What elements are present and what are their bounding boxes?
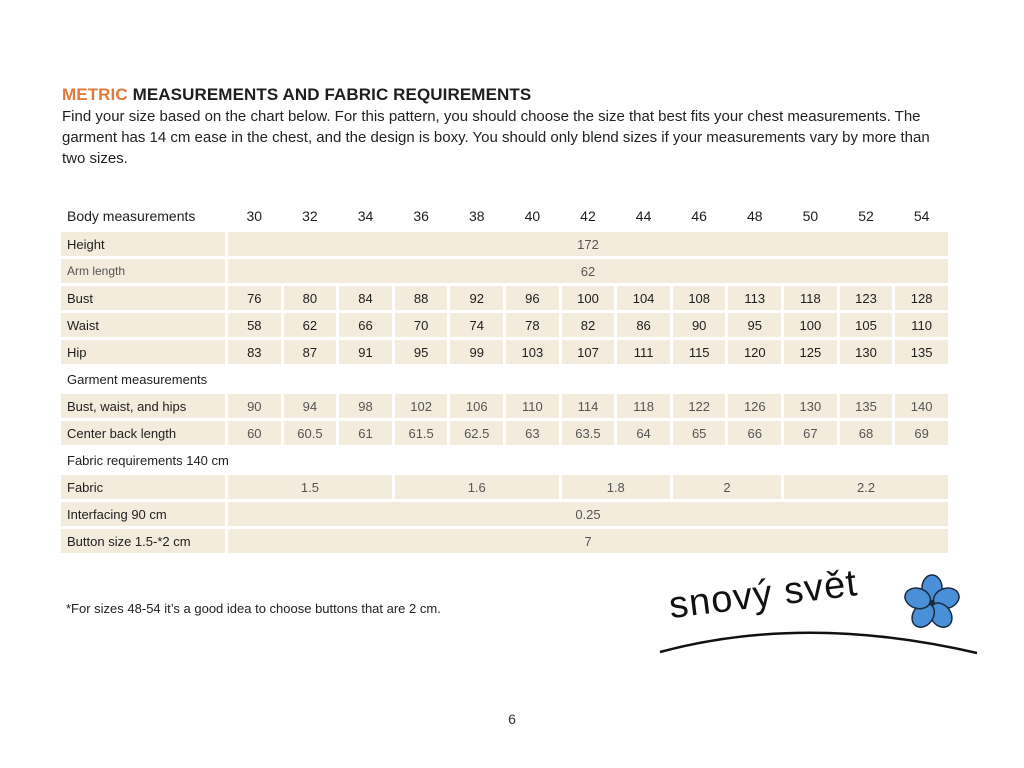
table-cell: 80	[284, 286, 337, 310]
table-cell: 83	[228, 340, 281, 364]
footnote: *For sizes 48-54 it’s a good idea to choose buttons that are 2 cm.	[66, 601, 441, 616]
table-cell: 94	[284, 394, 337, 418]
arm-length-row	[61, 259, 948, 283]
size-header: 52	[858, 208, 874, 224]
interfacing-row	[61, 502, 948, 526]
table-cell: 88	[395, 286, 448, 310]
table-cell: 123	[840, 286, 893, 310]
table-cell: 74	[450, 313, 503, 337]
bust-row	[61, 286, 948, 310]
table-cell: 100	[562, 286, 615, 310]
table-cell: 66	[728, 421, 781, 445]
size-header: 38	[468, 208, 485, 224]
row-label: Bust, waist, and hips	[61, 394, 225, 418]
table-cell: 66	[339, 313, 392, 337]
table-cell: 91	[339, 340, 392, 364]
title-accent: METRIC	[62, 85, 128, 104]
height-value: 172	[228, 232, 948, 256]
logo-arc	[660, 633, 977, 653]
table-cell: 108	[673, 286, 726, 310]
size-header: 50	[802, 208, 819, 224]
table-cell: 135	[895, 340, 948, 364]
table-cell: 118	[617, 394, 670, 418]
table-cell: 110	[895, 313, 948, 337]
interfacing-value: 0.25	[228, 502, 948, 526]
page-number: 6	[508, 711, 516, 727]
arm-length-value: 62	[228, 259, 948, 283]
title-rest: MEASUREMENTS AND FABRIC REQUIREMENTS	[132, 85, 532, 104]
row-label: Height	[61, 232, 225, 256]
size-header: 48	[747, 208, 763, 224]
table-cell: 64	[617, 421, 670, 445]
logo-text: snový svět	[666, 562, 860, 628]
center-back-row	[61, 421, 948, 445]
table-cell: 60.5	[284, 421, 337, 445]
table-cell: 63.5	[562, 421, 615, 445]
table-cell: 62	[284, 313, 337, 337]
table-cell: 2.2	[784, 475, 948, 499]
row-label: Center back length	[61, 421, 225, 445]
header-row	[61, 203, 948, 229]
table-cell: 104	[617, 286, 670, 310]
fabric-row	[61, 475, 948, 499]
table-cell: 113	[728, 286, 781, 310]
table-cell: 128	[895, 286, 948, 310]
table-cell: 107	[562, 340, 615, 364]
size-header: 34	[357, 208, 374, 224]
table-cell: 118	[784, 286, 837, 310]
table-cell: 140	[895, 394, 948, 418]
table-cell: 90	[228, 394, 281, 418]
size-header: 42	[580, 208, 596, 224]
row-label: Fabric	[61, 475, 225, 499]
table-cell: 98	[339, 394, 392, 418]
table-cell: 110	[506, 394, 559, 418]
table-cell: 130	[784, 394, 837, 418]
table-cell: 2	[673, 475, 781, 499]
size-header: 54	[913, 208, 930, 224]
flower-icon	[902, 575, 961, 632]
button-size-value: 7	[228, 529, 948, 553]
table-cell: 105	[840, 313, 893, 337]
row-label: Arm length	[61, 259, 225, 283]
row-label: Waist	[61, 313, 225, 337]
table-cell: 1.5	[228, 475, 392, 499]
table-cell: 106	[450, 394, 503, 418]
table-cell: 95	[728, 313, 781, 337]
logo	[655, 568, 985, 663]
table-cell: 61	[339, 421, 392, 445]
table-cell: 1.8	[562, 475, 670, 499]
table-cell: 87	[284, 340, 337, 364]
table-cell: 60	[228, 421, 281, 445]
garment-bwh-row	[61, 394, 948, 418]
table-cell: 125	[784, 340, 837, 364]
table-cell: 120	[728, 340, 781, 364]
table-cell: 92	[450, 286, 503, 310]
table-cell: 69	[895, 421, 948, 445]
table-cell: 122	[673, 394, 726, 418]
table-cell: 115	[673, 340, 726, 364]
table-cell: 126	[728, 394, 781, 418]
section-heading: Garment measurements	[67, 371, 208, 387]
table-cell: 61.5	[395, 421, 448, 445]
row-label: Hip	[61, 340, 225, 364]
table-cell: 96	[506, 286, 559, 310]
table-cell: 95	[395, 340, 448, 364]
table-cell: 100	[784, 313, 837, 337]
size-header: 30	[246, 208, 263, 224]
table-cell: 68	[840, 421, 893, 445]
size-chart	[58, 200, 951, 556]
table-cell: 76	[228, 286, 281, 310]
size-header: 32	[302, 208, 318, 224]
row-label: Bust	[61, 286, 225, 310]
table-cell: 63	[506, 421, 559, 445]
table-cell: 86	[617, 313, 670, 337]
table-cell: 70	[395, 313, 448, 337]
size-header: 46	[691, 208, 707, 224]
header-label: Body measurements	[67, 208, 196, 224]
table-cell: 1.6	[395, 475, 559, 499]
table-cell: 103	[506, 340, 559, 364]
table-cell: 99	[450, 340, 503, 364]
intro-text: Find your size based on the chart below. For this pattern, you should choose the size that best fits your chest measurements. The garment has 14 cm ease in the chest, and the design is boxy. You should only blend sizes if your measurements vary by more than two sizes.	[62, 108, 930, 167]
table-cell: 114	[562, 394, 615, 418]
table-cell: 82	[562, 313, 615, 337]
fabric-section-row	[61, 448, 948, 472]
garment-section-row	[61, 367, 948, 391]
waist-row	[61, 313, 948, 337]
table-cell: 58	[228, 313, 281, 337]
hip-row	[61, 340, 948, 364]
table-cell: 135	[840, 394, 893, 418]
table-cell: 90	[673, 313, 726, 337]
height-row	[61, 232, 948, 256]
table-cell: 111	[617, 340, 670, 364]
table-cell: 84	[339, 286, 392, 310]
size-header: 44	[635, 208, 652, 224]
table-cell: 62.5	[450, 421, 503, 445]
table-cell: 65	[673, 421, 726, 445]
section-heading: Fabric requirements 140 cm	[67, 452, 229, 468]
size-header: 40	[524, 208, 541, 224]
page-title	[62, 85, 531, 105]
table-cell: 78	[506, 313, 559, 337]
size-header: 36	[413, 208, 429, 224]
table-cell: 102	[395, 394, 448, 418]
table-cell: 67	[784, 421, 837, 445]
row-label: Interfacing 90 cm	[61, 502, 225, 526]
button-size-row	[61, 529, 948, 553]
table-cell: 130	[840, 340, 893, 364]
row-label: Button size 1.5-*2 cm	[61, 529, 225, 553]
